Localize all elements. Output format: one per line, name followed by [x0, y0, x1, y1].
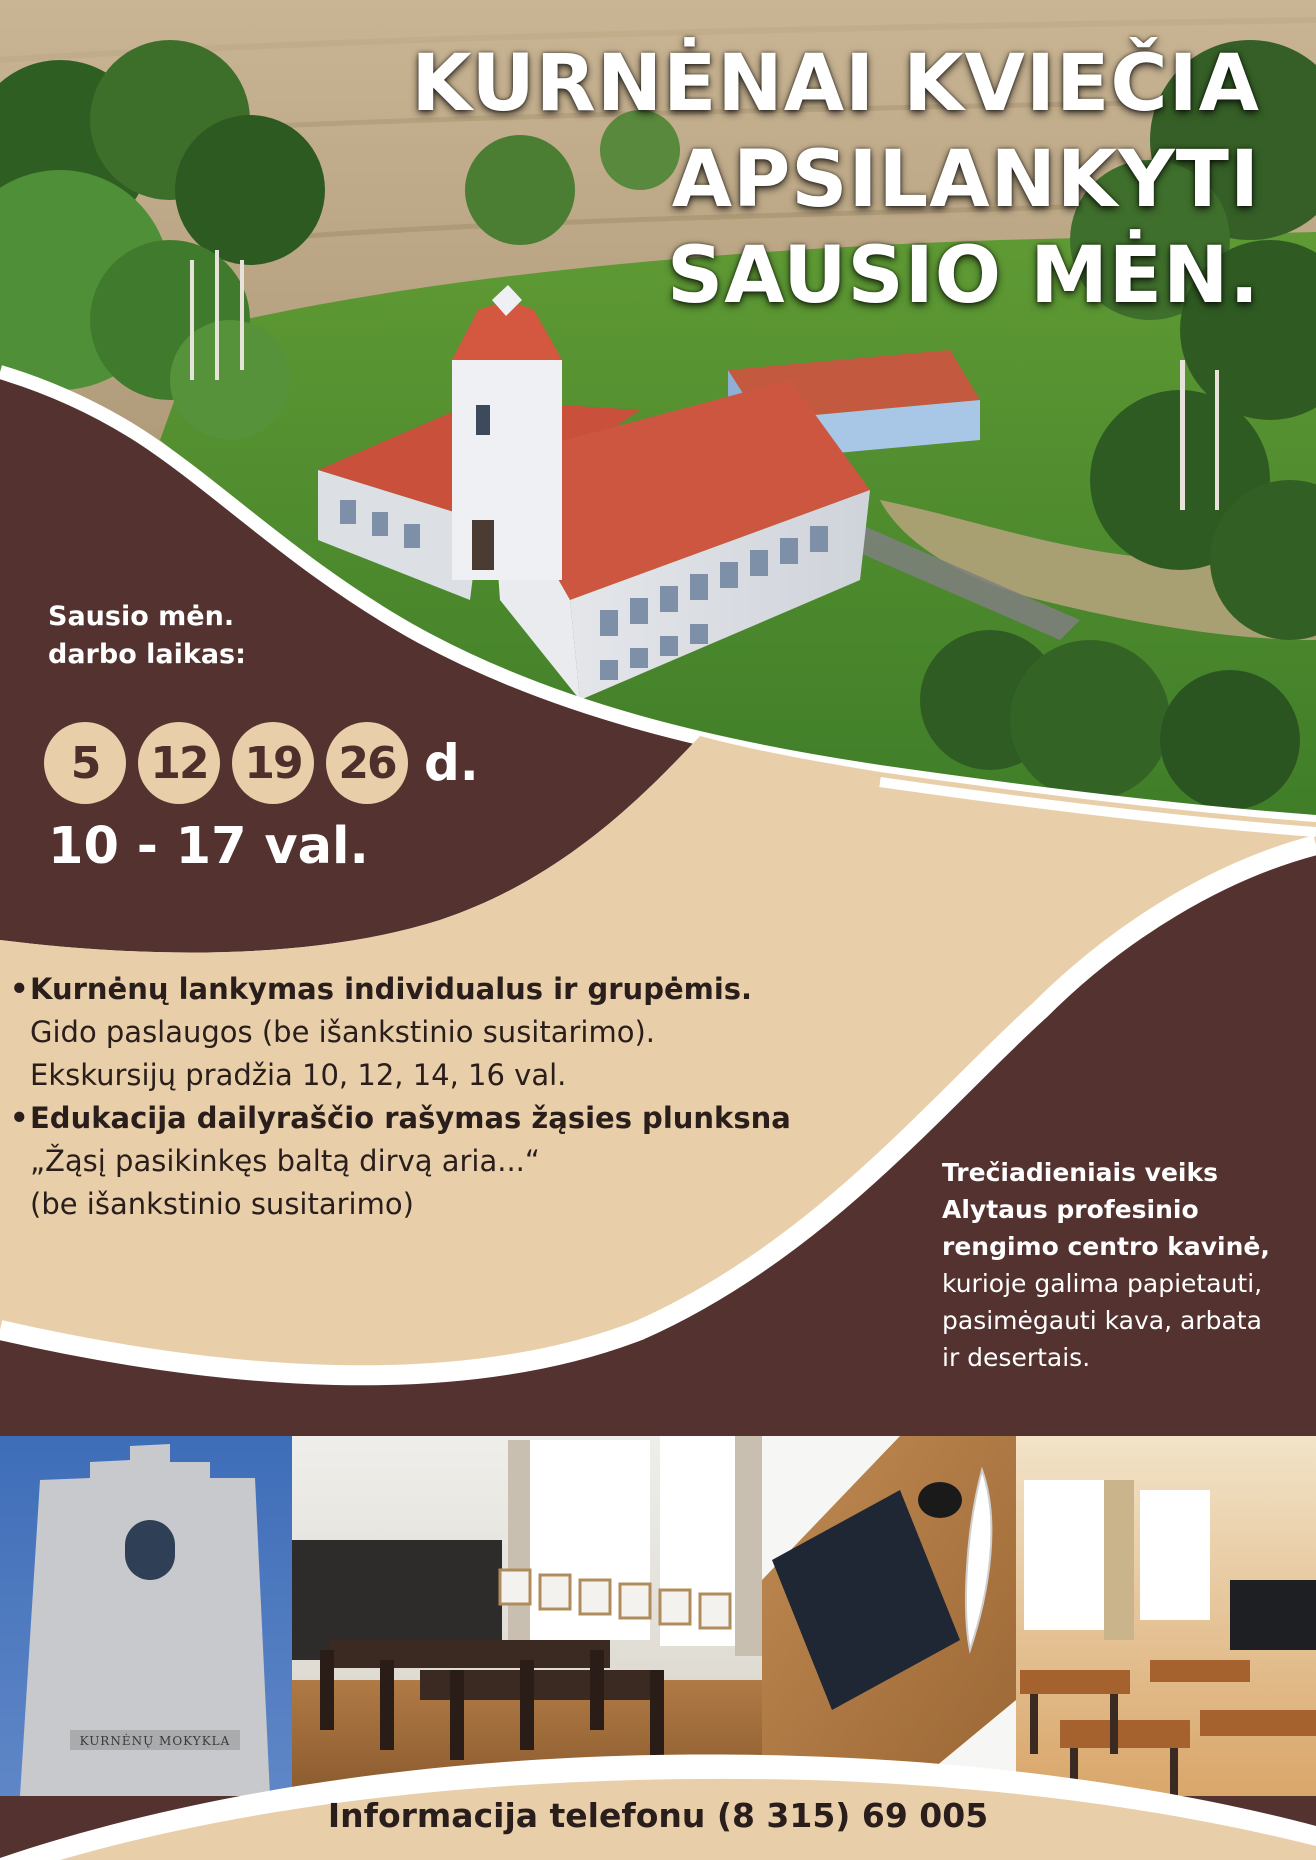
- event-2-line-2: [10, 1140, 890, 1183]
- poster-title: [411, 36, 1260, 324]
- hall-photo: [292, 1436, 762, 1796]
- event-2-line-3-text: (be išankstinio susitarimo): [30, 1187, 414, 1221]
- cafe-line-5: pasimėgauti kava, arbata: [942, 1306, 1262, 1335]
- tower-inscription: KURNĖNŲ MOKYKLA: [79, 1734, 231, 1748]
- event-1-line-2-text: Gido paslaugos (be išankstinio susitarimo).: [30, 1015, 656, 1049]
- hours-label: [48, 598, 246, 674]
- event-2-heading-text: Edukacija dailyraščio rašymas žąsies plunksna: [30, 1101, 791, 1135]
- event-2-heading: [10, 1097, 890, 1140]
- bullet-icon: •: [10, 972, 29, 1006]
- bullet-icon: •: [10, 1101, 29, 1135]
- event-1-line-3: [10, 1054, 890, 1097]
- event-1-line-2: [10, 1011, 890, 1054]
- cafe-line-1: Trečiadieniais veiks: [942, 1158, 1218, 1187]
- title-line-3: SAUSIO MĖN.: [667, 231, 1260, 321]
- info-phone[interactable]: Informacija telefonu (8 315) 69 005: [327, 1796, 989, 1835]
- cafe-line-3: rengimo centro kavinė,: [942, 1232, 1270, 1261]
- date-badge: 12: [138, 722, 220, 804]
- event-1-heading: [10, 968, 890, 1011]
- cafe-line-4: kurioje galima papietauti,: [942, 1269, 1263, 1298]
- event-2-line-3: [10, 1183, 890, 1226]
- event-1-heading-text: Kurnėnų lankymas individualus ir grupėmis.: [30, 972, 753, 1006]
- cafe-notice: [942, 1154, 1302, 1376]
- hours-label-line-1: Sausio mėn.: [48, 601, 235, 632]
- events-list: [10, 968, 890, 1226]
- cafe-line-2: Alytaus profesinio: [942, 1195, 1199, 1224]
- time-range: 10 - 17 val.: [48, 817, 369, 876]
- event-1-line-3-text: Ekskursijų pradžia 10, 12, 14, 16 val.: [30, 1058, 567, 1092]
- date-suffix: d.: [424, 734, 479, 792]
- title-line-2: APSILANKYTI: [671, 135, 1260, 225]
- hours-label-line-2: darbo laikas:: [48, 639, 246, 670]
- notebook-photo: [762, 1436, 1016, 1796]
- cafe-line-6: ir desertais.: [942, 1343, 1091, 1372]
- event-2-line-2-text: „Žąsį pasikinkęs baltą dirvą aria...“: [30, 1144, 540, 1178]
- title-line-1: KURNĖNAI KVIEČIA: [411, 39, 1260, 129]
- classroom-photo: [1016, 1436, 1316, 1796]
- date-badge: 26: [326, 722, 408, 804]
- date-badge: 5: [44, 722, 126, 804]
- date-badge: 19: [232, 722, 314, 804]
- open-dates: [44, 722, 479, 804]
